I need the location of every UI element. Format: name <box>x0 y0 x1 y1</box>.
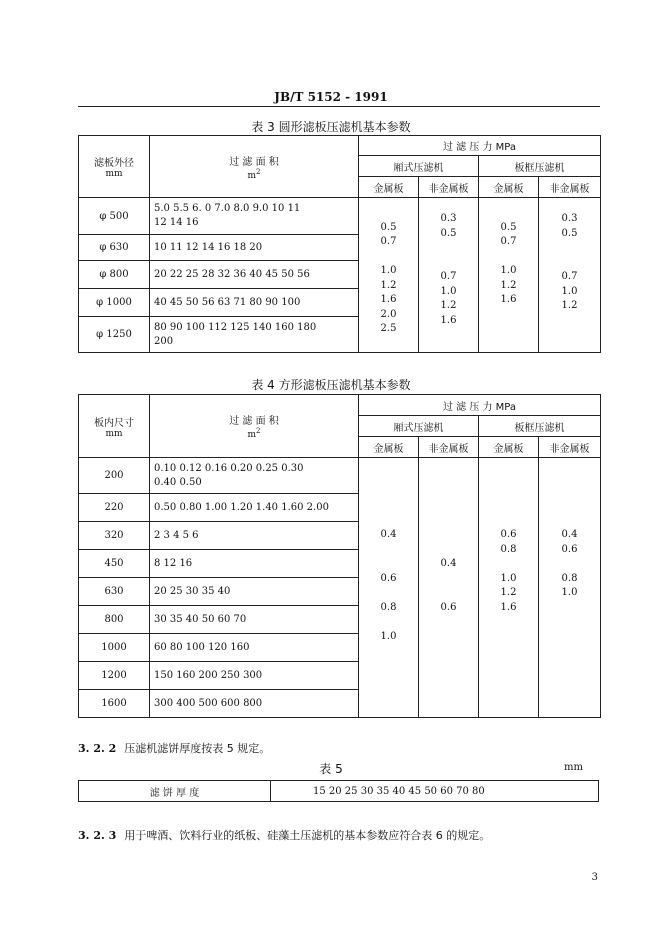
table3-caption: 表 3 圆形滤板压滤机基本参数 <box>251 120 411 134</box>
table4-area-label: 过 滤 面 积 <box>229 416 279 427</box>
table4-chamber-metal-values <box>359 458 419 718</box>
table4-area-cell <box>150 458 359 494</box>
pressure-value: 0.7 <box>561 271 578 282</box>
table4-caption: 表 4 方形滤板压滤机基本参数 <box>251 378 411 392</box>
pressure-value: 1.2 <box>500 587 517 598</box>
table5-values: 15 20 25 30 35 40 45 50 60 70 80 <box>271 781 599 802</box>
table5 <box>78 780 599 802</box>
section-3-2-3 <box>78 827 490 843</box>
pressure-value: 1.6 <box>500 601 517 613</box>
table4-chamber-nonmetal-header: 非金属板 <box>419 437 479 458</box>
pressure-value <box>363 615 414 630</box>
table3-size-label: 滤板外径 <box>94 158 134 169</box>
page-number: 3 <box>591 872 598 883</box>
table4-area-cell: 8 12 16 <box>150 550 359 578</box>
table3-size-cell: φ 1250 <box>79 317 150 353</box>
pressure-value: 1.2 <box>500 279 517 291</box>
table3-area-cell: 10 11 12 14 16 18 20 <box>150 235 359 261</box>
table3-pressure-header: 过 滤 压 力 MPa <box>359 136 601 156</box>
pressure-value <box>363 586 414 601</box>
table3-size-cell: φ 500 <box>79 198 150 235</box>
table4-area-line: 0.40 0.50 <box>154 476 202 488</box>
table4-size-cell: 220 <box>79 494 150 522</box>
pressure-value: 1.0 <box>440 285 457 297</box>
section-3-2-2 <box>78 740 270 756</box>
pressure-value <box>423 256 474 271</box>
table4-size-header <box>79 395 150 458</box>
pressure-value <box>483 557 534 572</box>
table3-size-unit: mm <box>105 169 123 179</box>
document-header: JB/T 5152 - 1991 <box>274 90 388 104</box>
pressure-value: 0.6 <box>380 572 397 584</box>
pressure-value: 0.7 <box>380 236 397 247</box>
pressure-value: 1.6 <box>380 294 397 305</box>
pressure-value: 0.5 <box>561 227 578 239</box>
table3-area-line: 5.0 5.5 6. 0 7.0 8.0 9.0 10 11 <box>154 203 301 214</box>
pressure-value: 1.2 <box>561 300 578 311</box>
header-rule <box>78 106 600 107</box>
pressure-value <box>423 528 474 543</box>
pressure-value: 1.0 <box>500 265 517 276</box>
pressure-value: 1.0 <box>561 285 578 297</box>
table3-area-line: 80 90 100 112 125 140 160 180 <box>154 321 317 333</box>
table3-area-cell <box>150 198 359 235</box>
table4-size-cell: 200 <box>79 458 150 494</box>
pressure-value: 0.6 <box>440 601 457 613</box>
table4-pressure-header: 过 滤 压 力 MPa <box>359 395 601 416</box>
table4-area-line: 0.10 0.12 0.16 0.20 0.25 0.30 <box>154 462 304 474</box>
pressure-value <box>543 557 596 572</box>
table4-size-cell: 1600 <box>79 690 150 718</box>
pressure-value: 0.4 <box>380 529 397 540</box>
table3-area-label: 过 滤 面 积 <box>229 156 279 168</box>
table4-area-cell: 150 160 200 250 300 <box>150 662 359 690</box>
pressure-value: 2.5 <box>380 323 397 334</box>
table4-frame-metal-header: 金属板 <box>479 437 539 458</box>
table4-size-unit: mm <box>105 428 123 439</box>
pressure-value: 0.5 <box>440 227 457 239</box>
table3-area-header <box>150 136 359 198</box>
table3-area-line: 12 14 16 <box>154 217 199 228</box>
table3-chamber-nonmetal-header: 非金属板 <box>419 177 479 198</box>
table4-size-cell: 1200 <box>79 662 150 690</box>
table3-chamber-metal-header: 金属板 <box>359 177 419 198</box>
table3-size-cell: φ 800 <box>79 261 150 289</box>
table4-area-header <box>150 395 359 458</box>
pressure-value: 0.8 <box>500 543 517 555</box>
pressure-value <box>543 241 596 256</box>
pressure-value: 0.8 <box>380 601 397 613</box>
section-number: 3. 2. 2 <box>78 742 117 755</box>
pressure-value: 0.5 <box>380 221 397 233</box>
pressure-value: 0.4 <box>561 529 578 540</box>
table3-frame-nonmetal-values <box>539 198 601 353</box>
table4-area-cell: 0.50 0.80 1.00 1.20 1.40 1.60 2.00 <box>150 494 359 522</box>
pressure-value <box>423 543 474 558</box>
pressure-value <box>363 250 414 265</box>
table3-frame-metal-header: 金属板 <box>479 177 539 198</box>
pressure-value: 1.0 <box>380 630 397 642</box>
pressure-value <box>543 256 596 271</box>
table4-size-cell: 800 <box>79 606 150 634</box>
pressure-value: 1.0 <box>380 265 397 276</box>
table4-size-cell: 630 <box>79 578 150 606</box>
table4-chamber-metal-header: 金属板 <box>359 437 419 458</box>
pressure-value: 2.0 <box>380 308 397 320</box>
table4-size-label: 板内尺寸 <box>94 417 134 429</box>
pressure-value: 1.2 <box>440 300 457 311</box>
table4-area-cell: 300 400 500 600 800 <box>150 690 359 718</box>
pressure-value: 0.3 <box>440 213 457 224</box>
pressure-value: 1.0 <box>500 572 517 584</box>
table5-caption: 表 5 <box>319 762 343 776</box>
table3-size-cell: φ 630 <box>79 235 150 261</box>
pressure-value: 0.7 <box>500 236 517 247</box>
table4-area-unit: $m^2$ <box>247 427 261 440</box>
table3-chamber-nonmetal-values <box>419 198 479 353</box>
pressure-value <box>423 586 474 601</box>
pressure-value: 0.7 <box>440 271 457 282</box>
table4-area-cell: 60 80 100 120 160 <box>150 634 359 662</box>
table5-unit: mm <box>564 762 583 773</box>
pressure-value: 1.6 <box>440 314 457 326</box>
table4 <box>78 394 601 718</box>
pressure-value: 0.3 <box>561 213 578 224</box>
pressure-value: 1.6 <box>500 294 517 305</box>
table3-size-header <box>79 136 150 198</box>
table3-chamber-header: 厢式压滤机 <box>359 156 479 177</box>
pressure-value <box>363 557 414 572</box>
section-text: 压滤机滤饼厚度按表 5 规定。 <box>124 742 271 755</box>
table4-size-cell: 320 <box>79 522 150 550</box>
pressure-value: 0.5 <box>500 221 517 233</box>
table4-chamber-header: 厢式压滤机 <box>359 416 479 437</box>
pressure-value: 1.0 <box>561 587 578 598</box>
table3-area-line: 200 <box>154 335 174 347</box>
table4-area-unit-text: m <box>247 430 257 440</box>
table3 <box>78 135 601 353</box>
table4-area-cell: 30 35 40 50 60 70 <box>150 606 359 634</box>
section-text: 用于啤酒、饮料行业的纸板、硅藻土压滤机的基本参数应符合表 6 的规定。 <box>124 829 491 842</box>
table4-frame-nonmetal-values <box>539 458 601 718</box>
table3-frame-header: 板框压滤机 <box>479 156 601 177</box>
table3-area-cell: 40 45 50 56 63 71 80 90 100 <box>150 289 359 317</box>
table3-frame-nonmetal-header: 非金属板 <box>539 177 601 198</box>
pressure-value: 0.4 <box>440 558 457 569</box>
table4-area-cell: 2 3 4 5 6 <box>150 522 359 550</box>
table3-area-unit-text: m <box>247 170 257 181</box>
table4-size-cell: 1000 <box>79 634 150 662</box>
table4-frame-metal-values <box>479 458 539 718</box>
pressure-value <box>483 250 534 265</box>
section-number: 3. 2. 3 <box>78 829 117 842</box>
pressure-value: 0.6 <box>500 529 517 540</box>
table3-frame-metal-values <box>479 198 539 353</box>
pressure-value: 0.8 <box>561 572 578 584</box>
table3-size-cell: φ 1000 <box>79 289 150 317</box>
table4-frame-nonmetal-header: 非金属板 <box>539 437 601 458</box>
table4-size-cell: 450 <box>79 550 150 578</box>
pressure-value <box>363 206 414 221</box>
table4-area-cell: 20 25 30 35 40 <box>150 578 359 606</box>
pressure-value: 1.2 <box>380 279 397 291</box>
table4-chamber-nonmetal-values <box>419 458 479 718</box>
table3-area-cell: 20 22 25 28 32 36 40 45 50 56 <box>150 261 359 289</box>
pressure-value <box>363 543 414 558</box>
table3-area-cell <box>150 317 359 353</box>
pressure-value <box>423 241 474 256</box>
pressure-value <box>423 572 474 587</box>
pressure-value: 0.6 <box>561 543 578 555</box>
table3-chamber-metal-values <box>359 198 419 353</box>
table3-area-unit: $m^2$ <box>247 167 261 181</box>
pressure-value <box>483 206 534 221</box>
table4-frame-header: 板框压滤机 <box>479 416 601 437</box>
table5-label: 滤 饼 厚 度 <box>79 781 271 802</box>
